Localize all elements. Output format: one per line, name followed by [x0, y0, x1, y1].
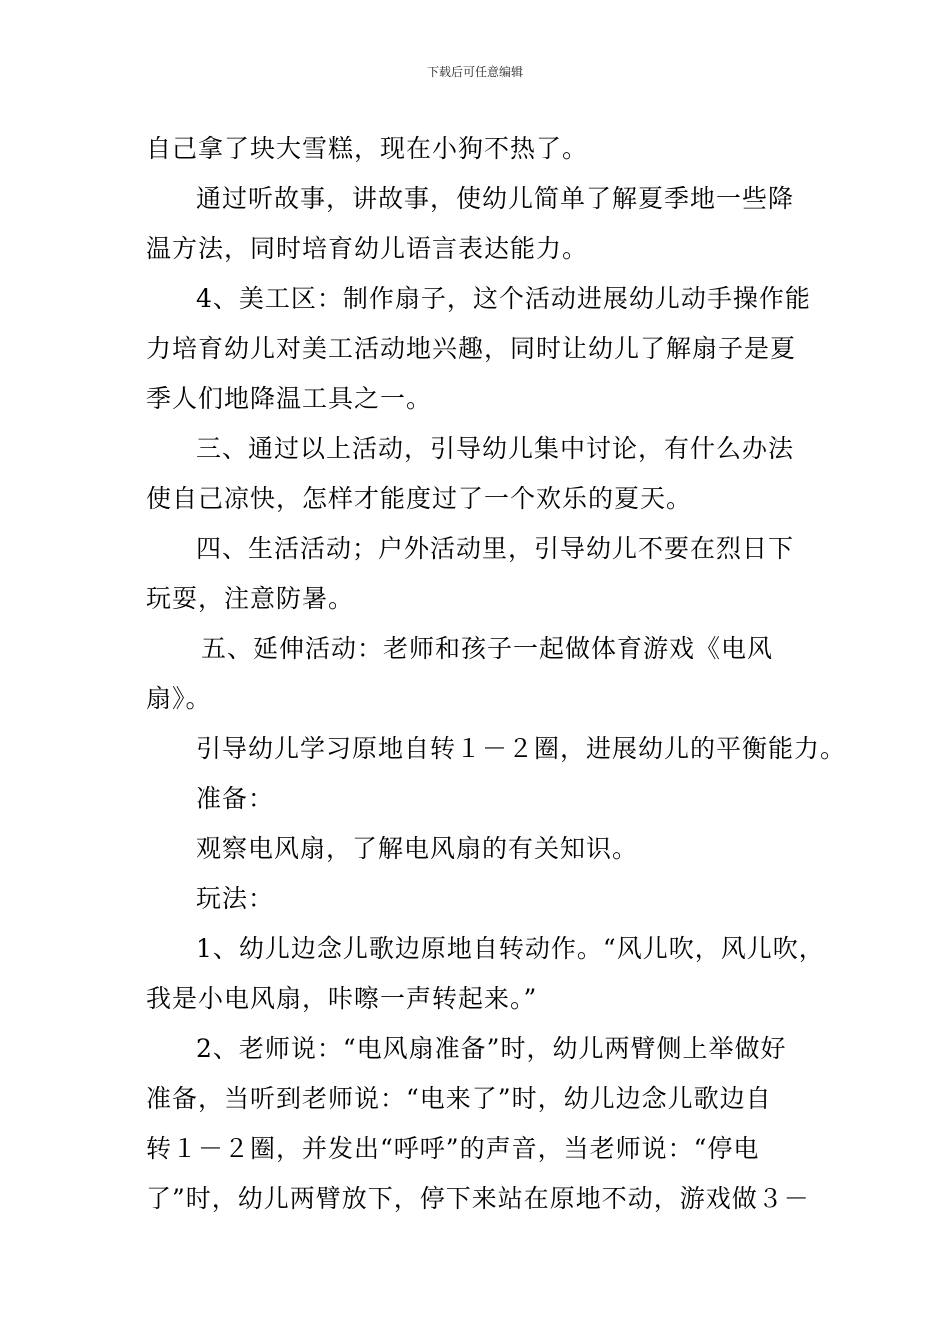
text-line: 自己拿了块大雪糕，现在小狗不热了。 [146, 134, 589, 163]
text-line: 通过听故事，讲故事，使幼儿简单了解夏季地一些降 [196, 184, 795, 213]
page-header: 下载后可任意编辑 [426, 65, 523, 79]
text-line: 季人们地降温工具之一。 [146, 384, 433, 413]
text-line: 四、生活活动；户外活动里，引导幼儿不要在烈日下 [196, 534, 795, 563]
text-line: 五、延伸活动：老师和孩子一起做体育游戏《电风 [201, 634, 774, 663]
text-line: 2、老师说：“电风扇准备”时，幼儿两臂侧上举做好 [196, 1034, 787, 1063]
text-line: 玩耍，注意防暑。 [146, 584, 355, 613]
text-line: 力培育幼儿对美工活动地兴趣，同时让幼儿了解扇子是夏 [146, 334, 797, 363]
text-line: 扇》。 [146, 684, 212, 713]
text-line: 我是小电风扇，咔嚓一声转起来。” [146, 984, 538, 1013]
text-line: 了”时，幼儿两臂放下，停下来站在原地不动，游戏做３－ [146, 1184, 810, 1213]
text-line: 玩法： [196, 884, 275, 913]
text-line: 准备，当听到老师说：“电来了”时，幼儿边念儿歌边自 [146, 1084, 772, 1113]
text-line: 引导幼儿学习原地自转１－２圈，进展幼儿的平衡能力。 [196, 734, 847, 763]
text-line: 1、幼儿边念儿歌边原地自转动作。“风儿吹，风儿吹， [196, 934, 825, 963]
text-line: 4、美工区：制作扇子，这个活动进展幼儿动手操作能 [196, 284, 811, 313]
text-line: 三、通过以上活动，引导幼儿集中讨论，有什么办法 [196, 434, 795, 463]
text-line: 温方法，同时培育幼儿语言表达能力。 [146, 234, 589, 263]
text-line: 准备： [196, 784, 275, 813]
text-line: 转１－２圈，并发出“呼呼”的声音，当老师说：“停电 [146, 1134, 760, 1163]
text-line: 使自己凉快，怎样才能度过了一个欢乐的夏天。 [146, 484, 693, 513]
text-line: 观察电风扇，了解电风扇的有关知识。 [196, 834, 639, 863]
